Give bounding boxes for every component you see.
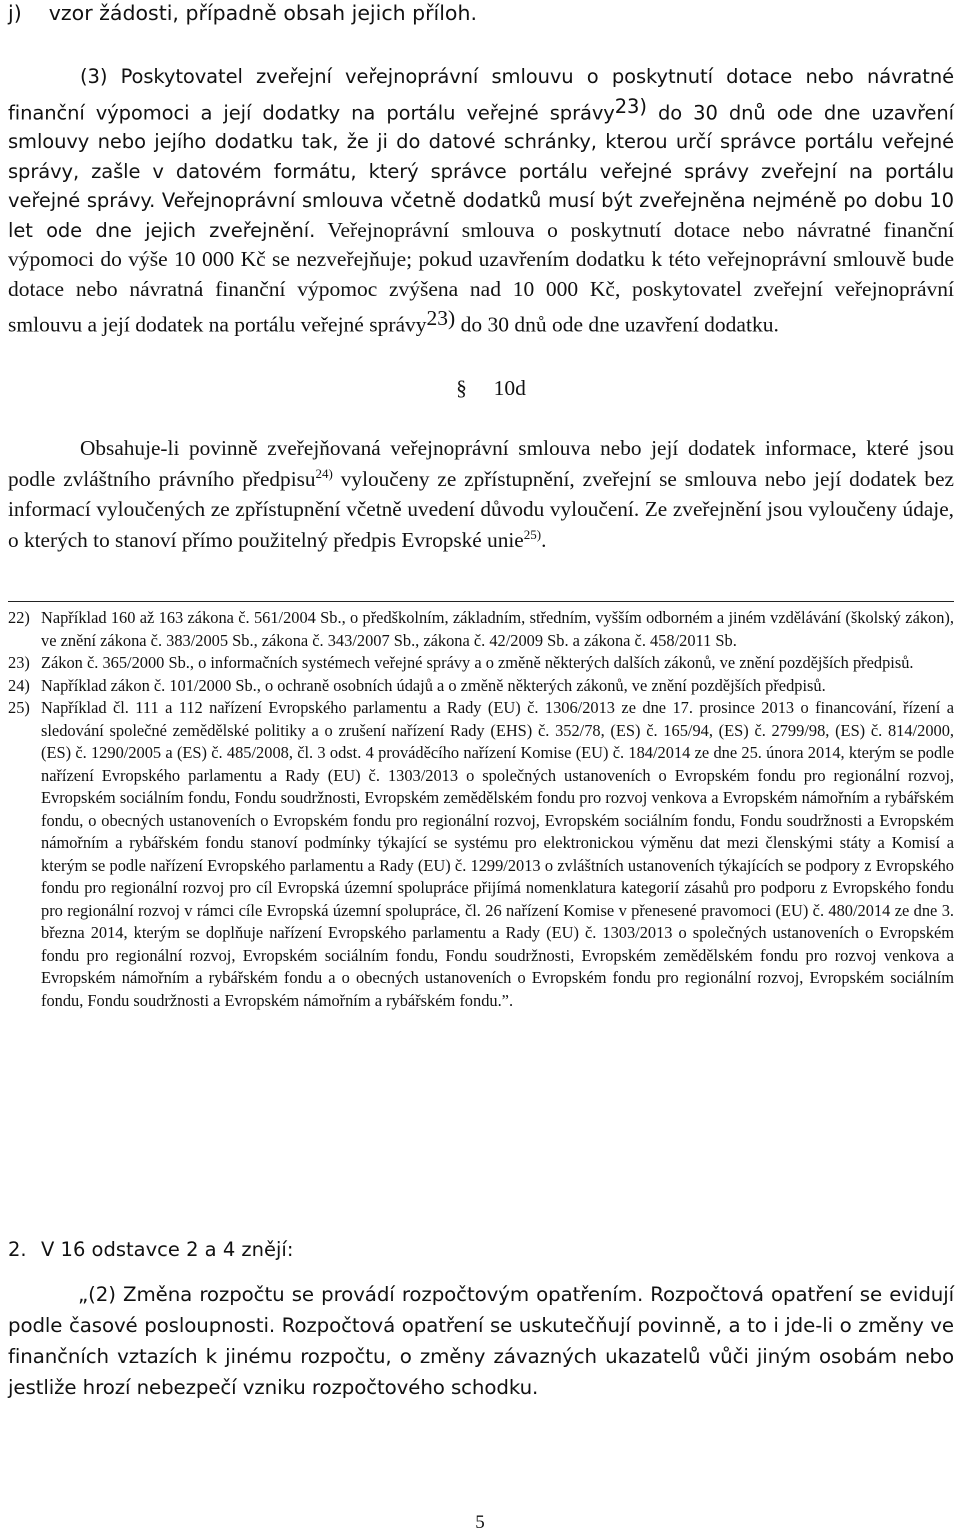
amendment-number: 2. [8, 1238, 27, 1261]
footnote-ref-25: 25) [523, 526, 542, 542]
list-item-j [8, 0, 477, 26]
list-marker: j) [8, 1, 22, 25]
amendment-text [8, 1279, 954, 1403]
footnote-number: 22) [8, 608, 30, 627]
paragraph-3-text-cont: do 30 dnů ode dne uzavření smlouvy nebo jejího dodatku tak, že ji do datové schránky, kterou určí správce portálu veřejné správy, zašle v datovém formátu, který správce portálu veřejné správy zveřejní na portálu veřejné správy. Veřejnoprávní smlouva včetně dodatků musí být zveřejněna nejméně po dobu 10 let ode dne jejich zveřejnění. [8, 100, 954, 242]
footnote-ref-23b: 23) [426, 306, 456, 331]
footnote-22 [8, 607, 954, 652]
footnote-text: Například 160 až 163 zákona č. 561/2004 Sb., o předškolním, základním, středním, vyšším odborném a jiném vzdělávání (školský zákon), ve znění zákona č. 383/2005 Sb., zákona č. 343/2007 Sb., zákona č. 42/2009 Sb. a zákona č. 458/2011 Sb. [41, 608, 954, 650]
footnote-number: 25) [8, 698, 30, 717]
section-symbol: § [456, 376, 467, 400]
page-number: 5 [475, 1512, 485, 1533]
paragraph-10d-part2: vyloučeny ze zpřístupnění, zveřejní se smlouva nebo její dodatek bez informací vyloučených ze zpřístupnění včetně uvedení důvodu vyloučení. Ze zveřejnění jsou vyloučeny údaje, o kterých to stanoví přímo použitelný předpis Evropské unie [8, 466, 954, 552]
amendment-heading [8, 1237, 293, 1263]
section-heading [8, 376, 960, 401]
footnote-23 [8, 652, 954, 675]
paragraph-3-serif: Veřejnoprávní smlouva o poskytnutí dotace nebo návratné finanční výpomoci do výše 10 000 Kč se nezveřejňuje; pokud uzavřením dodatku k této veřejnoprávní smlouvě bude dotace nebo návratná finanční výpomoc zvýšena nad 10 000 Kč, poskytovatel zveřejní veřejnoprávní smlouvu a její dodatek na portálu veřejné správy [8, 217, 954, 337]
paragraph-3 [8, 62, 954, 340]
footnotes [8, 607, 954, 1012]
footnote-ref-23: 23) [614, 94, 647, 118]
footnote-text: Například čl. 111 a 112 nařízení Evropského parlamentu a Rady (EU) č. 1306/2013 ze dne 17. prosince 2013 o financování, řízení a sledování společné zemědělské politiky a o zrušení nařízení Rady (EHS) č. 352/78, (ES) č. 165/94, (ES) č. 2799/98, (ES) č. 814/2000, (ES) č. 1290/2005 a (ES) č. 485/2008, čl. 3 odst. 4 prováděcího nařízení Komise (EU) č. 184/2014 ze dne 25. února 2014, kterým se podle nařízení Evropského parlamentu a Rady (EU) č. 1303/2013 o společných ustanoveních o Evropském fondu pro regionální rozvoj, Evropském sociálním fondu, Fondu soudržnosti, Evropském zemědělském fondu pro rozvoj venkova a Evropském námořním a rybářském fondu, o obecných ustanoveních o Evropském fondu pro regionální rozvoj, Evropském sociálním fondu, Fondu soudržnosti a Evropském námořním a rybářském fondu stanoví podmínky týkající se systému pro elektronickou výměnu dat mezi členskými státy a Komisí a kterým se podle nařízení Evropského parlamentu a Rady (EU) č. 1299/2013 o zvláštních ustanoveních týkajících se podpory z Evropského fondu pro regionální rozvoj pro cíl Evropská územní spolupráce přijímá nomenklatura kategorií zásahů pro podporu z Evropského fondu pro regionální rozvoj v rámci cíle Evropská územní spolupráce, čl. 26 nařízení Komise v přenesené pravomoci (EU) č. 480/2014 ze dne 3. března 2014, kterým se doplňuje nařízení Evropského parlamentu a Rady (EU) č. 1303/2013 o společných ustanoveních o Evropském fondu pro regionální rozvoj, Evropském sociálním fondu, Fondu soudržnosti, Evropském zemědělském fondu pro rozvoj venkova a Evropském námořním a rybářském fondu a o obecných ustanoveních o Evropském fondu pro regionální rozvoj, Evropském sociálním fondu, Fondu soudržnosti a Evropském námořním a rybářském fondu.”. [41, 698, 954, 1010]
paragraph-10d [8, 433, 954, 555]
footnote-separator [8, 601, 954, 602]
paragraph-3-end: do 30 dnů ode dne uzavření dodatku. [455, 312, 779, 337]
section-label: 10d [493, 376, 526, 400]
footnote-text: Například zákon č. 101/2000 Sb., o ochraně osobních údajů a o změně některých zákonů, ve znění pozdějších předpisů. [41, 675, 826, 695]
list-item-text: vzor žádosti, případně obsah jejich příloh. [48, 1, 477, 25]
footnote-25 [8, 697, 954, 1012]
paragraph-10d-part1: Obsahuje-li povinně zveřejňovaná veřejnoprávní smlouva nebo její dodatek informace, které jsou podle zvláštního právního předpisu [8, 436, 954, 491]
amendment-body: „(2) Změna rozpočtu se provádí rozpočtovým opatřením. Rozpočtová opatření se evidují podle časové posloupnosti. Rozpočtová opatření se uskutečňují povinně, a to i jde-li o změny ve finančních vztazích k jinému rozpočtu, o změny závazných ukazatelů vůči jiným osobám nebo jestliže hrozí nebezpečí vzniku rozpočtového schodku. [8, 1283, 954, 1399]
paragraph-3-text: (3) Poskytovatel zveřejní veřejnoprávní smlouvu o poskytnutí dotace nebo návratné finanční výpomoci a její dodatky na portálu veřejné správy [8, 65, 954, 124]
footnote-24 [8, 675, 954, 698]
footnote-ref-24: 24) [315, 465, 333, 481]
footnote-number: 23) [8, 653, 30, 672]
paragraph-10d-part3: . [541, 527, 547, 552]
amendment-heading-text: V 16 odstavce 2 a 4 znějí: [41, 1238, 294, 1261]
footnote-number: 24) [8, 675, 30, 695]
footnote-text: Zákon č. 365/2000 Sb., o informačních systémech veřejné správy a o změně některých dalších zákonů, ve znění pozdějších předpisů. [41, 653, 914, 672]
